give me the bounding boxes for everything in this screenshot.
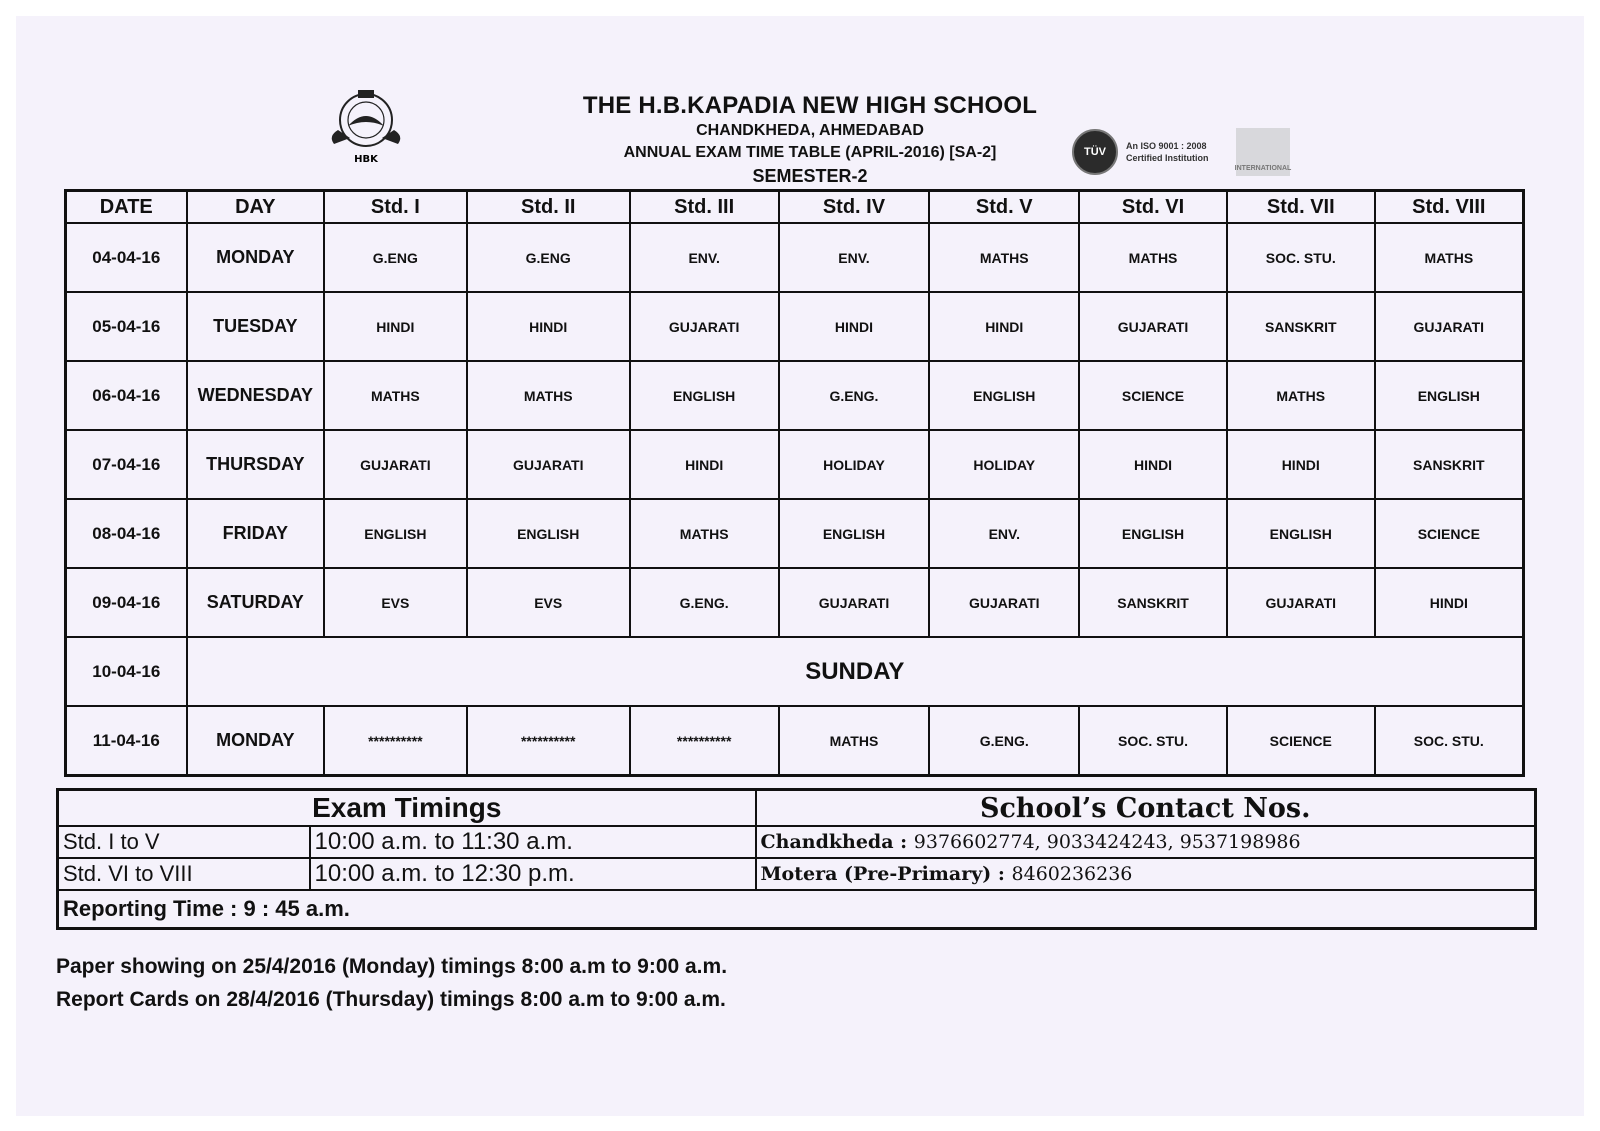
date-cell: 10-04-16 bbox=[66, 637, 187, 706]
subject-cell: MATHS bbox=[1227, 361, 1375, 430]
subject-cell: GUJARATI bbox=[630, 292, 779, 361]
semester-label: SEMESTER-2 bbox=[752, 166, 868, 186]
exam-timings-title: Exam Timings bbox=[58, 790, 756, 827]
subject-cell: ENGLISH bbox=[324, 499, 467, 568]
day-cell: SATURDAY bbox=[187, 568, 324, 637]
sunday-label: SUNDAY bbox=[187, 637, 1524, 706]
timetable-header-row bbox=[66, 191, 1524, 224]
day-cell: MONDAY bbox=[187, 706, 324, 776]
column-header: Std. I bbox=[324, 191, 467, 224]
subject-cell: GUJARATI bbox=[1375, 292, 1524, 361]
subject-cell: MATHS bbox=[929, 223, 1079, 292]
iso-certification bbox=[1072, 130, 1222, 174]
subject-cell: ENV. bbox=[630, 223, 779, 292]
subject-cell: ENV. bbox=[779, 223, 930, 292]
subject-cell: MATHS bbox=[467, 361, 630, 430]
date-cell: 11-04-16 bbox=[66, 706, 187, 776]
date-cell: 07-04-16 bbox=[66, 430, 187, 499]
subject-cell: HINDI bbox=[1227, 430, 1375, 499]
subject-cell: SCIENCE bbox=[1227, 706, 1375, 776]
column-header: Std. IV bbox=[779, 191, 930, 224]
school-crest-logo bbox=[318, 86, 414, 168]
subject-cell: G.ENG. bbox=[929, 706, 1079, 776]
subject-cell: HINDI bbox=[779, 292, 930, 361]
subject-cell: SANSKRIT bbox=[1375, 430, 1524, 499]
subject-cell: HINDI bbox=[1079, 430, 1227, 499]
iso-text: An ISO 9001 : 2008 Certified Institution bbox=[1126, 141, 1209, 163]
footnotes bbox=[56, 950, 727, 1016]
document-header bbox=[560, 92, 1060, 187]
day-cell: FRIDAY bbox=[187, 499, 324, 568]
subject-cell: ENGLISH bbox=[630, 361, 779, 430]
subject-cell: HINDI bbox=[467, 292, 630, 361]
subject-cell: ********** bbox=[630, 706, 779, 776]
contact-motera: Motera (Pre-Primary) : 8460236236 bbox=[756, 858, 1536, 890]
table-row bbox=[66, 292, 1524, 361]
table-row bbox=[66, 706, 1524, 776]
exam-title: ANNUAL EXAM TIME TABLE (APRIL-2016) [SA-2] bbox=[623, 144, 997, 161]
subject-cell: ENGLISH bbox=[467, 499, 630, 568]
tuv-badge-icon: TÜV bbox=[1072, 129, 1118, 175]
international-badge-icon: INTERNATIONAL bbox=[1236, 128, 1290, 176]
subject-cell: G.ENG bbox=[324, 223, 467, 292]
subject-cell: GUJARATI bbox=[467, 430, 630, 499]
subject-cell: GUJARATI bbox=[929, 568, 1079, 637]
date-cell: 09-04-16 bbox=[66, 568, 187, 637]
contact-title: School’s Contact Nos. bbox=[756, 790, 1536, 827]
subject-cell: ENGLISH bbox=[1375, 361, 1524, 430]
subject-cell: HINDI bbox=[929, 292, 1079, 361]
subject-cell: MATHS bbox=[1375, 223, 1524, 292]
note-report-cards: Report Cards on 28/4/2016 (Thursday) timings 8:00 a.m to 9:00 a.m. bbox=[56, 988, 726, 1011]
subject-cell: SOC. STU. bbox=[1079, 706, 1227, 776]
subject-cell: MATHS bbox=[324, 361, 467, 430]
column-header: Std. III bbox=[630, 191, 779, 224]
exam-timetable bbox=[64, 189, 1525, 777]
svg-text:HBK: HBK bbox=[354, 154, 378, 165]
subject-cell: GUJARATI bbox=[1079, 292, 1227, 361]
timing-label: Std. VI to VIII bbox=[58, 858, 310, 890]
subject-cell: ********** bbox=[467, 706, 630, 776]
date-cell: 04-04-16 bbox=[66, 223, 187, 292]
timing-value: 10:00 a.m. to 11:30 a.m. bbox=[310, 826, 756, 858]
day-cell: WEDNESDAY bbox=[187, 361, 324, 430]
column-header: Std. II bbox=[467, 191, 630, 224]
subject-cell: ENGLISH bbox=[929, 361, 1079, 430]
subject-cell: ********** bbox=[324, 706, 467, 776]
day-cell: TUESDAY bbox=[187, 292, 324, 361]
subject-cell: G.ENG bbox=[467, 223, 630, 292]
reporting-time: Reporting Time : 9 : 45 a.m. bbox=[58, 890, 1536, 929]
subject-cell: GUJARATI bbox=[1227, 568, 1375, 637]
timing-value: 10:00 a.m. to 12:30 p.m. bbox=[310, 858, 756, 890]
subject-cell: ENGLISH bbox=[1227, 499, 1375, 568]
subject-cell: MATHS bbox=[779, 706, 930, 776]
table-row bbox=[66, 223, 1524, 292]
column-header: Std. VI bbox=[1079, 191, 1227, 224]
table-row bbox=[66, 361, 1524, 430]
subject-cell: SOC. STU. bbox=[1375, 706, 1524, 776]
timings-contacts-box bbox=[56, 788, 1537, 930]
subject-cell: SOC. STU. bbox=[1227, 223, 1375, 292]
timing-label: Std. I to V bbox=[58, 826, 310, 858]
table-row bbox=[66, 568, 1524, 637]
subject-cell: MATHS bbox=[630, 499, 779, 568]
subject-cell: SANSKRIT bbox=[1227, 292, 1375, 361]
table-row-sunday bbox=[66, 637, 1524, 706]
day-cell: MONDAY bbox=[187, 223, 324, 292]
subject-cell: SCIENCE bbox=[1375, 499, 1524, 568]
table-row bbox=[66, 430, 1524, 499]
subject-cell: ENGLISH bbox=[779, 499, 930, 568]
subject-cell: SCIENCE bbox=[1079, 361, 1227, 430]
table-row bbox=[66, 499, 1524, 568]
column-header: DAY bbox=[187, 191, 324, 224]
note-paper-showing: Paper showing on 25/4/2016 (Monday) timings 8:00 a.m to 9:00 a.m. bbox=[56, 955, 728, 978]
subject-cell: EVS bbox=[324, 568, 467, 637]
column-header: DATE bbox=[66, 191, 187, 224]
school-name: THE H.B.KAPADIA NEW HIGH SCHOOL bbox=[582, 92, 1038, 119]
date-cell: 08-04-16 bbox=[66, 499, 187, 568]
subject-cell: HINDI bbox=[324, 292, 467, 361]
subject-cell: EVS bbox=[467, 568, 630, 637]
subject-cell: HOLIDAY bbox=[779, 430, 930, 499]
column-header: Std. VII bbox=[1227, 191, 1375, 224]
subject-cell: ENV. bbox=[929, 499, 1079, 568]
school-location: CHANDKHEDA, AHMEDABAD bbox=[696, 122, 924, 139]
subject-cell: GUJARATI bbox=[779, 568, 930, 637]
day-cell: THURSDAY bbox=[187, 430, 324, 499]
subject-cell: G.ENG. bbox=[630, 568, 779, 637]
subject-cell: SANSKRIT bbox=[1079, 568, 1227, 637]
date-cell: 06-04-16 bbox=[66, 361, 187, 430]
subject-cell: HINDI bbox=[630, 430, 779, 499]
contact-chandkheda: Chandkheda : 9376602774, 9033424243, 9537198986 bbox=[756, 826, 1536, 858]
subject-cell: HOLIDAY bbox=[929, 430, 1079, 499]
column-header: Std. VIII bbox=[1375, 191, 1524, 224]
subject-cell: ENGLISH bbox=[1079, 499, 1227, 568]
subject-cell: MATHS bbox=[1079, 223, 1227, 292]
subject-cell: HINDI bbox=[1375, 568, 1524, 637]
subject-cell: GUJARATI bbox=[324, 430, 467, 499]
subject-cell: G.ENG. bbox=[779, 361, 930, 430]
date-cell: 05-04-16 bbox=[66, 292, 187, 361]
column-header: Std. V bbox=[929, 191, 1079, 224]
